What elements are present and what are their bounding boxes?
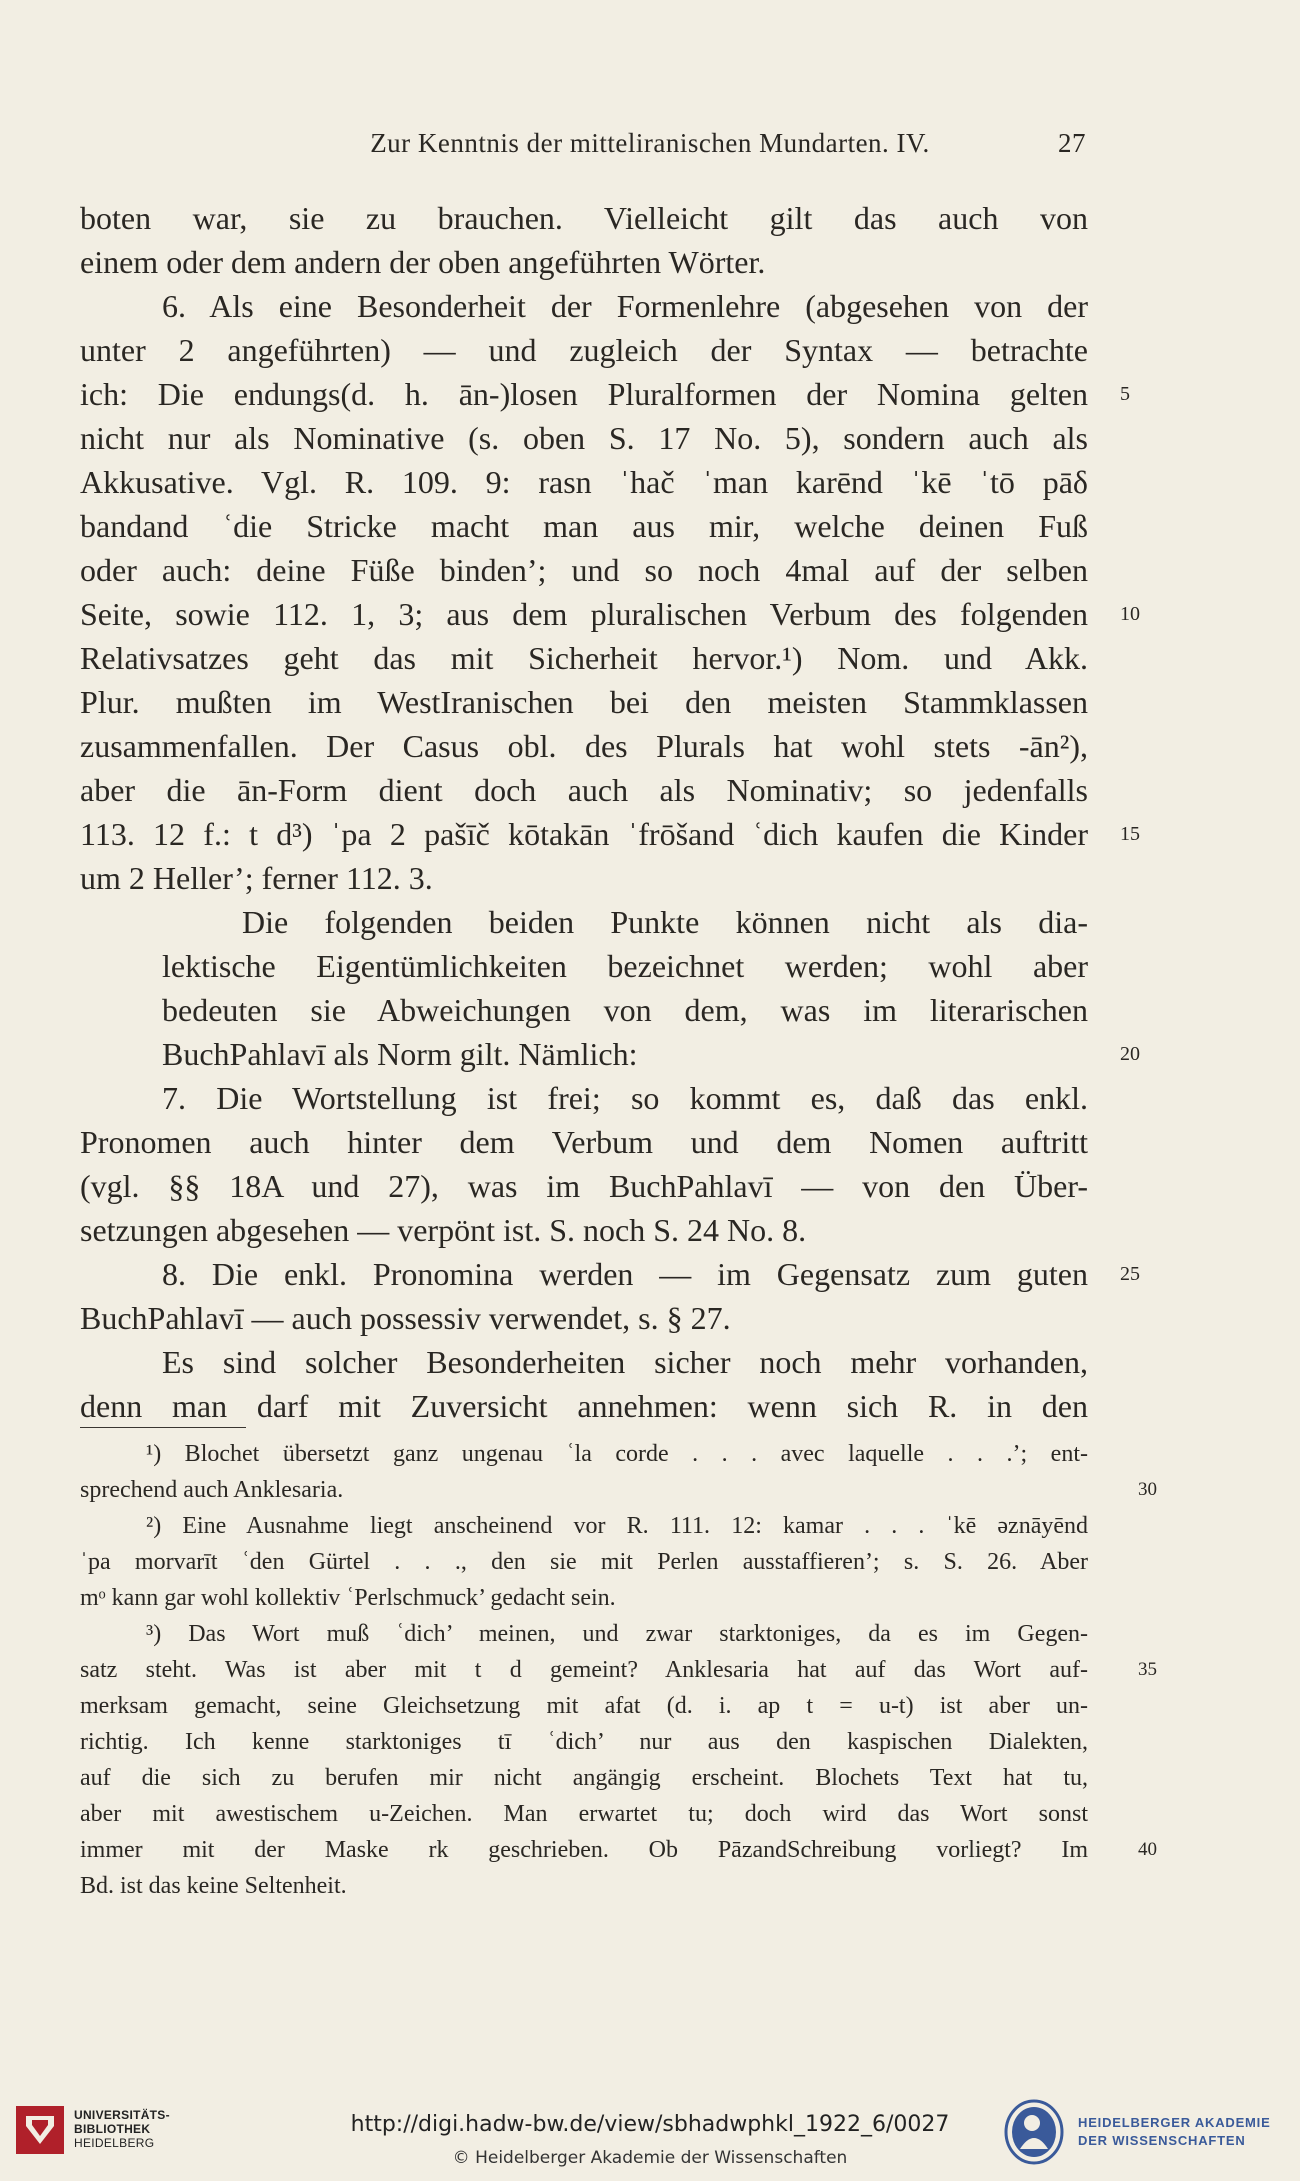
text-line-content: um 2 Heller’; ferner 112. 3.: [80, 860, 433, 896]
footnote-line: [80, 1472, 1157, 1508]
main-text: [80, 196, 1140, 1428]
footnote-line-content: immer mit der Maske rk geschrieben. Ob PāzandSchreibung vorliegt? Im: [80, 1837, 1088, 1863]
footnote-line-content: ¹) Blochet übersetzt ganz ungenau ʿla corde . . . avec laquelle . . .’; ent-: [146, 1441, 1088, 1467]
source-url-link[interactable]: http://digi.hadw-bw.de/view/sbhadwphkl_1922_6/0027: [350, 2112, 950, 2137]
text-line-content: 7. Die Wortstellung ist frei; so kommt es, daß das enkl.: [162, 1080, 1088, 1116]
page-number: 27: [1058, 128, 1086, 158]
academy-label-line-2: DER WISSENSCHAFTEN: [1078, 2133, 1246, 2148]
text-line-content: 113. 12 f.: t d³) ˈpa 2 pašīč kōtakān ˈfrōšand ʿdich kaufen die Kinder: [80, 816, 1088, 852]
text-line: [80, 284, 1088, 328]
line-number: 35: [1138, 1659, 1157, 1680]
footnote-line: [80, 1796, 1088, 1832]
text-line-content: einem oder dem andern der oben angeführten Wörter.: [80, 244, 766, 280]
text-line-content: boten war, sie zu brauchen. Vielleicht gilt das auch von: [80, 200, 1088, 236]
line-number: 30: [1138, 1479, 1157, 1500]
text-line: [80, 724, 1088, 768]
text-line-content: denn man darf mit Zuversicht annehmen: wenn sich R. in den: [80, 1388, 1088, 1424]
footnote-line: [80, 1616, 1088, 1652]
footnote-line: [80, 1544, 1088, 1580]
text-line-content: Die folgenden beiden Punkte können nicht als dia-: [242, 904, 1088, 940]
footnote-line: [80, 1688, 1088, 1724]
footnote-line: [80, 1868, 1088, 1904]
footnote-line-content: Bd. ist das keine Seltenheit.: [80, 1873, 347, 1899]
text-line: [80, 240, 1088, 284]
text-line: [80, 592, 1140, 636]
footnote-line-content: auf die sich zu berufen mir nicht angängig erscheint. Blochets Text hat tu,: [80, 1765, 1088, 1791]
text-line: [80, 1252, 1140, 1296]
footnote-line: [80, 1724, 1088, 1760]
text-line: [80, 372, 1130, 416]
text-line-content: oder auch: deine Füße binden’; und so noch 4mal auf der selben: [80, 552, 1088, 588]
text-line: [80, 416, 1088, 460]
text-line-content: 8. Die enkl. Pronomina werden — im Gegensatz zum guten: [162, 1256, 1088, 1292]
line-number: 25: [1120, 1263, 1140, 1285]
text-line-content: unter 2 angeführten) — und zugleich der Syntax — betrachte: [80, 332, 1088, 368]
footnote-line: [80, 1580, 1088, 1616]
text-line: [80, 680, 1088, 724]
text-line: [80, 812, 1140, 856]
footnote-line: [80, 1832, 1157, 1868]
running-title: Zur Kenntnis der mitteliranischen Mundarten. IV.: [370, 128, 930, 158]
footnote-line-content: aber mit awestischem u-Zeichen. Man erwartet tu; doch wird das Wort sonst: [80, 1801, 1088, 1827]
text-line: [80, 856, 1088, 900]
copyright-notice: © Heidelberger Akademie der Wissenschaften: [452, 2148, 848, 2168]
text-line: [80, 548, 1088, 592]
text-line-content: 6. Als eine Besonderheit der Formenlehre (abgesehen von der: [162, 288, 1088, 324]
text-line: [80, 1208, 1088, 1252]
text-line: [80, 988, 1088, 1032]
footnote-line-content: mᵒ kann gar wohl kollektiv ʿPerlschmuck’ gedacht sein.: [80, 1585, 616, 1611]
footnotes: [80, 1436, 1157, 1904]
line-number: 5: [1120, 383, 1130, 405]
footnote-line-content: ³) Das Wort muß ʿdich’ meinen, und zwar starktoniges, da es im Gegen-: [146, 1621, 1088, 1647]
footnote-line-content: satz steht. Was ist aber mit t d gemeint? Anklesaria hat auf das Wort auf-: [80, 1657, 1088, 1683]
text-line-content: Es sind solcher Besonderheiten sicher noch mehr vorhanden,: [162, 1344, 1088, 1380]
library-label-line-2: BIBLIOTHEK: [74, 2122, 151, 2136]
text-line: [80, 1296, 1088, 1340]
footnote-rule: [80, 1427, 246, 1428]
text-line: [80, 1340, 1088, 1384]
footnote-line-content: ˈpa morvarīt ʿden Gürtel . . ., den sie mit Perlen ausstaffieren’; s. S. 26. Aber: [80, 1549, 1088, 1575]
text-line: [80, 196, 1088, 240]
text-line: [80, 636, 1088, 680]
text-line: [80, 328, 1088, 372]
footnote-line-content: richtig. Ich kenne starktoniges tī ʿdich’ nur aus den kaspischen Dialekten,: [80, 1729, 1088, 1755]
text-line: [80, 504, 1088, 548]
text-line: [80, 1120, 1088, 1164]
text-line-content: zusammenfallen. Der Casus obl. des Plurals hat wohl stets -ān²),: [80, 728, 1088, 764]
text-line: [80, 460, 1088, 504]
text-line-content: ich: Die endungs(d. h. ān-)losen Pluralformen der Nomina gelten: [80, 376, 1088, 412]
footnote-line: [80, 1652, 1157, 1688]
text-line: [80, 944, 1088, 988]
line-number: 20: [1120, 1043, 1140, 1065]
academy-seal-icon: [1004, 2099, 1064, 2165]
footnote-line-content: sprechend auch Anklesaria.: [80, 1477, 344, 1503]
text-line-content: Seite, sowie 112. 1, 3; aus dem pluralischen Verbum des folgenden: [80, 596, 1088, 632]
footnote-line-content: merksam gemacht, seine Gleichsetzung mit afat (d. i. ap t = u-t) ist aber un-: [80, 1693, 1088, 1719]
text-line-content: bedeuten sie Abweichungen von dem, was im literarischen: [162, 992, 1088, 1028]
text-line-content: aber die ān-Form dient doch auch als Nominativ; so jedenfalls: [80, 772, 1088, 808]
text-line-content: Akkusative. Vgl. R. 109. 9: rasn ˈhač ˈman karēnd ˈkē ˈtō pāδ: [80, 464, 1088, 500]
text-line-content: Pronomen auch hinter dem Verbum und dem Nomen auftritt: [80, 1124, 1088, 1160]
footnote-line: [80, 1508, 1088, 1544]
line-number: 15: [1120, 823, 1140, 845]
library-label-line-1: UNIVERSITÄTS-: [74, 2108, 170, 2122]
footnote-line: [80, 1760, 1088, 1796]
text-line: [80, 1032, 1140, 1076]
text-line-content: setzungen abgesehen — verpönt ist. S. noch S. 24 No. 8.: [80, 1212, 807, 1248]
text-line: [80, 900, 1088, 944]
text-line-content: nicht nur als Nominative (s. oben S. 17 No. 5), sondern auch als: [80, 420, 1088, 456]
text-line: [80, 768, 1088, 812]
academy-label-line-1: HEIDELBERGER AKADEMIE: [1078, 2115, 1271, 2130]
academy-label: [1078, 2114, 1271, 2150]
text-line-content: BuchPahlavī als Norm gilt. Nämlich:: [162, 1036, 638, 1072]
text-line: [80, 1164, 1088, 1208]
text-line-content: lektische Eigentümlichkeiten bezeichnet werden; wohl aber: [162, 948, 1088, 984]
text-line-content: Plur. mußten im WestIranischen bei den meisten Stammklassen: [80, 684, 1088, 720]
text-line-content: Relativsatzes geht das mit Sicherheit hervor.¹) Nom. und Akk.: [80, 640, 1088, 676]
footnote-line: [80, 1436, 1088, 1472]
line-number: 10: [1120, 603, 1140, 625]
text-line-content: bandand ʿdie Stricke macht man aus mir, welche deinen Fuß: [80, 508, 1088, 544]
library-label-line-3: HEIDELBERG: [74, 2136, 155, 2150]
text-line: [80, 1076, 1088, 1120]
line-number: 40: [1138, 1839, 1157, 1860]
text-line-content: BuchPahlavī — auch possessiv verwendet, s. § 27.: [80, 1300, 731, 1336]
text-line-content: (vgl. §§ 18A und 27), was im BuchPahlavī — von den Über-: [80, 1168, 1088, 1204]
footnote-line-content: ²) Eine Ausnahme liegt anscheinend vor R. 111. 12: kamar . . . ˈkē əznāyēnd: [146, 1513, 1088, 1539]
text-line: [80, 1384, 1088, 1428]
